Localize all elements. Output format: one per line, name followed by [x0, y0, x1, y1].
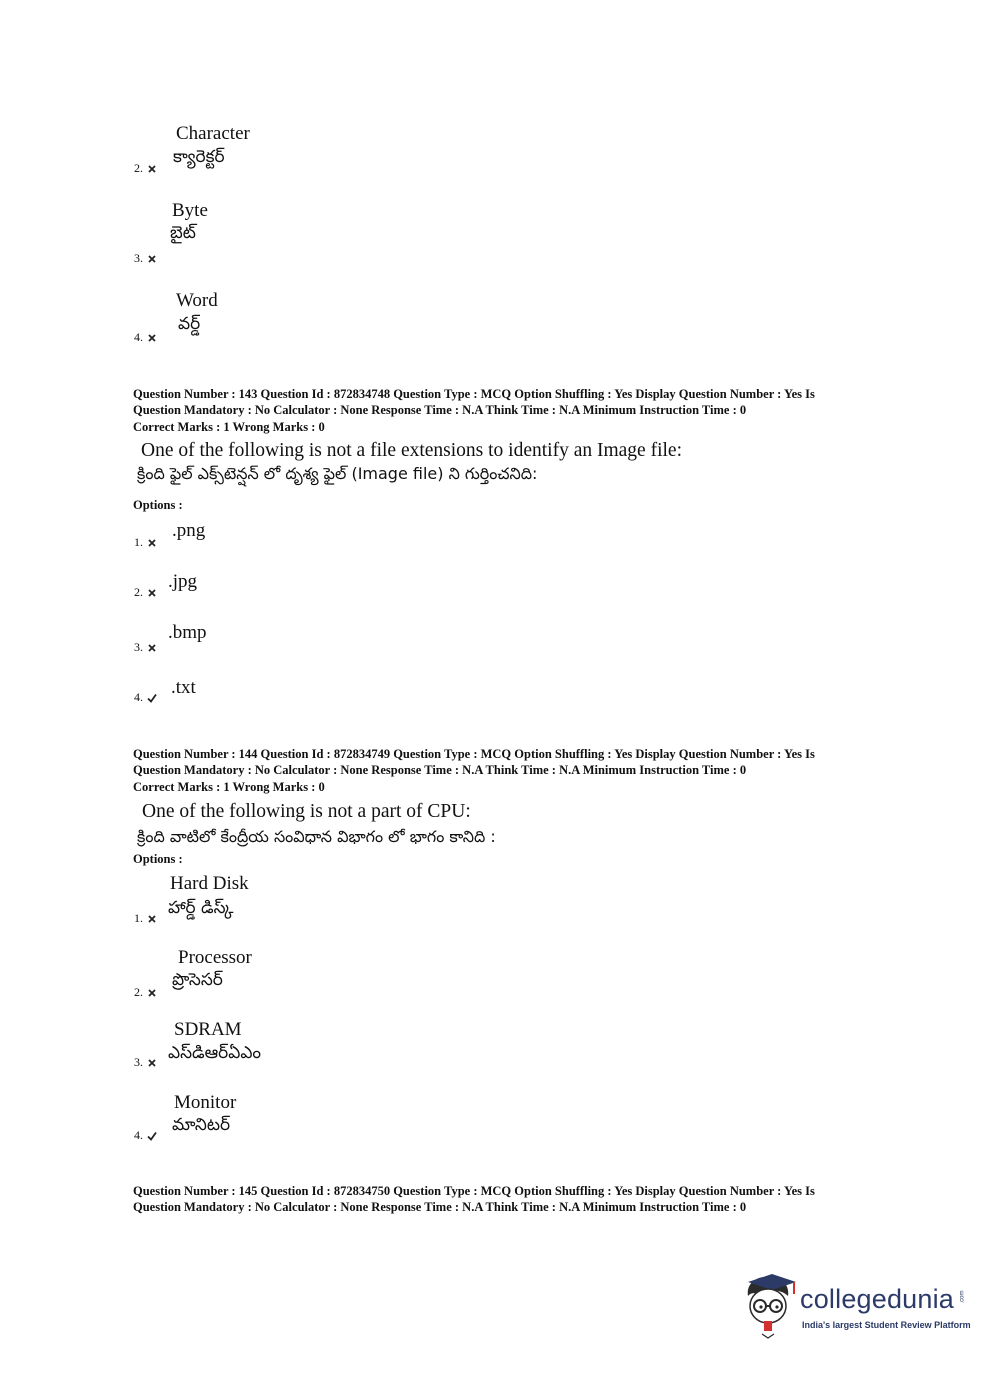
cross-icon: [147, 538, 157, 548]
option-text-en: Hard Disk: [170, 873, 249, 894]
logo-suffix: .com: [959, 1290, 966, 1304]
cross-icon: [147, 164, 157, 174]
option-number: 3.: [134, 640, 143, 654]
meta-line: Question Mandatory : No Calculator : None Response Time : N.A Think Time : N.A Minimum Instruction Time : 0: [133, 762, 747, 777]
cross-icon: [147, 254, 157, 264]
option-number: 2.: [134, 161, 143, 175]
option-text-en: Word: [176, 290, 218, 311]
collegedunia-logo: [742, 1272, 972, 1342]
marks-line: Correct Marks : 1 Wrong Marks : 0: [133, 420, 325, 434]
option-text-en: .bmp: [168, 622, 207, 643]
option-text-te: వర్డ్: [178, 314, 201, 334]
meta-line: Question Number : 143 Question Id : 872834748 Question Type : MCQ Option Shuffling : Yes Display Question Number : Yes Is: [133, 387, 815, 401]
option-text-en: SDRAM: [174, 1019, 242, 1040]
check-icon: [147, 1131, 157, 1141]
option-text-te: హార్డ్ డిస్క్: [168, 898, 234, 918]
options-label: Options :: [133, 498, 183, 512]
cross-icon: [147, 333, 157, 343]
option-text-en: .png: [172, 520, 206, 541]
cross-icon: [147, 988, 157, 998]
meta-line: Question Number : 145 Question Id : 872834750 Question Type : MCQ Option Shuffling : Yes Display Question Number : Yes Is: [133, 1184, 815, 1198]
option-number: 4.: [134, 330, 143, 344]
option-number: 4.: [134, 690, 143, 704]
option-number: 1.: [134, 911, 143, 925]
cross-icon: [147, 643, 157, 653]
option-text-en: .jpg: [168, 571, 198, 592]
meta-line: Question Mandatory : No Calculator : None Response Time : N.A Think Time : N.A Minimum Instruction Time : 0: [133, 402, 747, 417]
logo-wordmark: collegedunia: [800, 1284, 955, 1314]
logo-tagline: India's largest Student Review Platform: [802, 1320, 971, 1330]
question-meta: [133, 387, 893, 418]
option-number: 2.: [134, 585, 143, 599]
question-meta: [133, 1184, 893, 1215]
option-text-te: ప్రొసెసర్: [172, 970, 223, 990]
options-label: Options :: [133, 852, 183, 866]
option-text-en: .txt: [171, 677, 196, 698]
option-text-en: Processor: [178, 947, 252, 968]
question-meta: [133, 747, 893, 778]
question-text-en: One of the following is not a part of CPU:: [142, 801, 471, 822]
meta-line: Question Number : 144 Question Id : 872834749 Question Type : MCQ Option Shuffling : Yes Display Question Number : Yes Is: [133, 747, 815, 761]
mascot-icon: [742, 1272, 798, 1342]
option-text-te: ఎస్‌డిఆర్ఏఎం: [168, 1043, 262, 1063]
option-text-te: బైట్: [170, 223, 196, 243]
option-text-te: క్యారెక్టర్: [173, 147, 225, 167]
option-number: 3.: [134, 251, 143, 265]
option-text-en: Byte: [172, 200, 208, 221]
meta-line: Question Mandatory : No Calculator : None Response Time : N.A Think Time : N.A Minimum Instruction Time : 0: [133, 1199, 747, 1214]
cross-icon: [147, 914, 157, 924]
option-text-en: Character: [176, 123, 250, 144]
option-number: 3.: [134, 1055, 143, 1069]
option-number: 2.: [134, 985, 143, 999]
question-text-te: క్రింది ఫైల్ ఎక్స్‌టెన్షన్ లో దృశ్య ఫైల్ (Image file) ని గుర్తించనిది:: [137, 464, 538, 483]
question-text-te: క్రింది వాటిలో కేంద్రీయ సంవిధాన విభాగం లో భాగం కానిది :: [137, 827, 496, 846]
option-number: 4.: [134, 1128, 143, 1142]
check-icon: [147, 693, 157, 703]
marks-line: Correct Marks : 1 Wrong Marks : 0: [133, 780, 325, 794]
question-text-en: One of the following is not a file extensions to identify an Image file:: [141, 440, 682, 461]
option-text-en: Monitor: [174, 1092, 237, 1113]
cross-icon: [147, 1058, 157, 1068]
cross-icon: [147, 588, 157, 598]
option-number: 1.: [134, 535, 143, 549]
option-text-te: మానిటర్: [172, 1115, 231, 1135]
